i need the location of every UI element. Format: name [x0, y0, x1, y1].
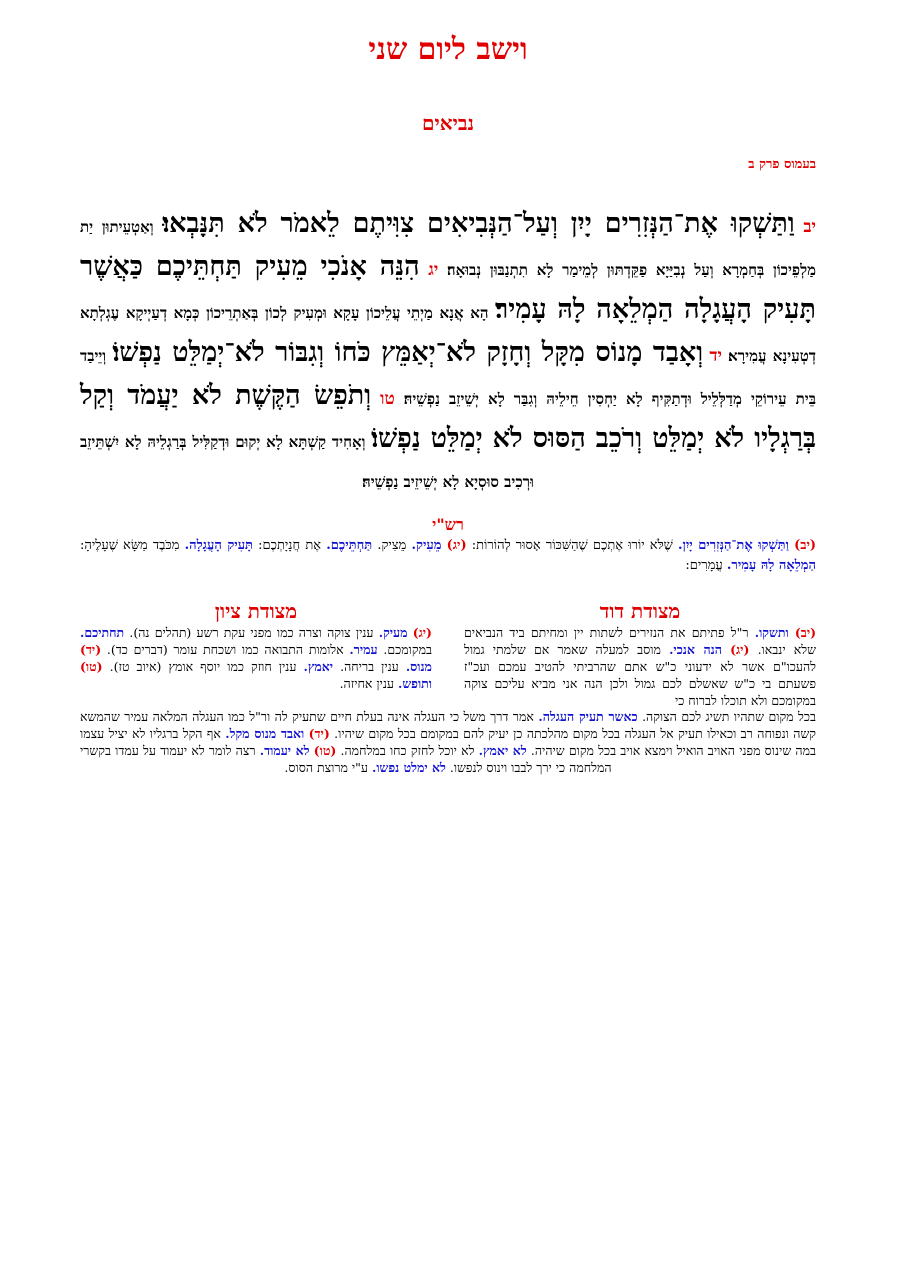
page-title: וישב ליום שני: [368, 32, 528, 67]
verse-ref: (יג): [446, 538, 467, 553]
verse-hebrew: הִנֵּה אָנֹכִי מֵעִיק תַּחְתֵּיכֶם כַּאֲשֶׁר תָּעִיק הָעֲגָלָה הַמְלֵאָה לָהּ עָמִיר׃: [80, 251, 817, 325]
verse-targum: וְיֵיבַד בֵּית עֵירוֹקֵי מְדַלְּלֵיל וּדְתַקִּיף לָא יַחְסִין חֵילֵיהּ וְגִבַּר לָא יְשֵׁיזֵב נַפְשֵׁיהּ׃: [80, 347, 816, 408]
commentary-text: בכל מקום שתהיו תשיג לכם הצוקה.: [642, 709, 816, 724]
dibbur-hamatchil: לא ימלט נפשו.: [371, 760, 446, 775]
verse-hebrew: וַתַּשְׁקוּ אֶת־הַנְּזִרִים יָיִן וְעַל־הַנְּבִיאִים צִוִּיתֶם לֵאמֹר לֹא תִּנָּבְאוּ׃: [162, 208, 795, 239]
dibbur-hamatchil: תחתיכם.: [80, 625, 125, 640]
commentary-text: ענין אחיזה.: [339, 676, 394, 691]
commentary-text: ענין בריחה.: [340, 659, 399, 674]
dibbur-hamatchil: לא יעמוד.: [259, 743, 310, 758]
dibbur-hamatchil: מנוס.: [405, 659, 432, 674]
dibbur-hamatchil: תַּחְתֵּיכֶם.: [326, 538, 373, 553]
verse-number: יג: [428, 260, 439, 280]
commentary-text: מִכֹּבֶד מַשָּׂא שֶׁעָלֶיהָ:: [80, 538, 180, 553]
dibbur-hamatchil: יאמץ.: [303, 659, 334, 674]
chapter-title: בעמוס פרק ב: [748, 157, 816, 172]
commentary-text: ענין חוזק כמו יוסף אומץ (איוב טז).: [109, 659, 297, 674]
verse-ref: (יג): [412, 625, 432, 640]
main-text: [80, 204, 816, 502]
dibbur-hamatchil: הנה אנכי.: [669, 642, 722, 657]
dibbur-hamatchil: הַמְלֵאָה לָהּ עָמִיר.: [726, 558, 816, 573]
dibbur-hamatchil: מֵעִיק.: [411, 538, 442, 553]
dibbur-hamatchil: וַתַּשְׁקוּ אֶת־הַנְּזִרִים יָיִן.: [678, 538, 789, 553]
dibbur-hamatchil: תָּעִיק הָעֲגָלָה.: [184, 538, 253, 553]
commentary-columns: [80, 598, 816, 708]
dibbur-hamatchil: לא יאמץ.: [478, 743, 527, 758]
metzudat-tzion-column: [80, 598, 432, 692]
commentary-text: במקומכם.: [383, 642, 433, 657]
verse-targum: וְאָחִיד קַשְׁתָּא לָא יְקוּם וּדְקַלִּיל בְּרַגְלֵיהּ לָא יִשְׁתֵּיזֵב וּרְכִיב סוּסְיָא לָא יְשֵׁיזֵיב נַפְשֵׁיהּ׃: [80, 433, 534, 491]
verse-number: יב: [803, 217, 816, 237]
verse-number: טו: [380, 389, 395, 409]
section-title: נביאים: [422, 111, 474, 135]
commentary-text: אֶת חֲנָיָתְכֶם:: [258, 538, 322, 553]
commentary-text: ענין צוקה וצרה כמו מפני עקת רשע (תהלים נה).: [129, 625, 374, 640]
dibbur-hamatchil: מעיק.: [378, 625, 408, 640]
commentary-text: אף הקל ברגליו לא יציל עצמו במה שינוס מפני האויב הואיל וימצא אויב בכל מקום שיהיה.: [80, 726, 816, 758]
commentary-text: אמר דרך משל כי העגלה אינה בעלת חיים שתעיק לה ור"ל כמו העגלה המלאה עמיר שהמשא קשה ונפוחה רב וכאילו תעיק אל העגלה בכל מקום מהלכתה כן יעיק להם במקומם בכל מקום שיהיו.: [80, 709, 816, 741]
verse-number: יד: [709, 346, 722, 366]
metzudat-tzion-text: [80, 624, 432, 692]
verse-ref: (יד): [308, 726, 330, 741]
rashi-commentary: [80, 536, 816, 576]
commentary-text: עֳמָרִים:: [685, 558, 723, 573]
verse-ref: (יב): [794, 538, 817, 553]
metzudat-david-continuation: [80, 708, 816, 776]
verse-ref: (טו): [313, 743, 337, 758]
dibbur-hamatchil: ואבד מנוס מקל.: [225, 726, 305, 741]
dibbur-hamatchil: ותשקו.: [754, 625, 789, 640]
verse-ref: (יג): [730, 642, 750, 657]
commentary-text: לא יוכל לחזק כחו במלחמה.: [340, 743, 475, 758]
verse-ref: (יב): [794, 625, 817, 640]
commentary-text: מֵצִיק.: [377, 538, 407, 553]
rashi-title: רש"י: [432, 515, 464, 534]
commentary-text: מוסב למעלה שאמר אם שלמתי גמול להעכו"ם אשר לא ידעוני כ"ש אתם שהרביתי להטיב עמכם ועכ"ז פשעתם בי כ"ש שאשלם לכם גמול ולכן הנה אני מביא עליכם צוקה במקומכם ולא תוכלו לברוח כי: [464, 642, 816, 708]
page: [80, 30, 816, 776]
verse-hebrew: וְאָבַד מָנוֹס מִקָּל וְחָזָק לֹא־יְאַמֵּץ כֹּחוֹ וְגִבּוֹר לֹא־יְמַלֵּט נַפְשׁוֹ׃: [112, 337, 704, 368]
verse-ref: (יד): [80, 642, 102, 657]
commentary-text: אלומות התבואה כמו ושכחת עומר (דברים כד).: [106, 642, 344, 657]
verse-targum: הָא אֲנָא מַיְתֵי עֲלֵיכוֹן עָקָא וּמְעִיק לְכוֹן בְּאַתְרֵיכוֹן כְּמָא דְעַיְיקָא עֶגְלְתָא דְטְעִינָא עֲמִירָא׃: [80, 304, 816, 365]
verse-targum: וְאַטְעֵיתוּן יַת מַלְפֵיכוֹן בְּחַמְרָא וְעַל נְבִיַּיָא פַקֵּדְתּוּן לְמֵימַר לָא תִתְנַבּוּן נְבוּאָה׃: [80, 218, 816, 279]
metzudat-david-text: [464, 624, 816, 709]
metzudat-tzion-title: מצודת ציון: [214, 599, 298, 623]
commentary-text: שֶׁלֹּא יוֹרוּ אֶתְכֶם שֶׁהַשִּׁכּוֹר אָסוּר לְהוֹרוֹת:: [471, 538, 673, 553]
dibbur-hamatchil: עמיר.: [349, 642, 378, 657]
commentary-text: רצה לומר לא יעמוד על עמדו בקשרי המלחמה כי ירך לבבו וינוס לנפשו.: [80, 743, 612, 775]
commentary-text: ע"י מרוצת הסוס.: [284, 760, 368, 775]
commentary-text: ר"ל פתיתם את הנזירים לשתות יין ומחיתם ביד הנביאים שלא ינבאו.: [464, 625, 816, 657]
dibbur-hamatchil: ותופש.: [397, 676, 432, 691]
verse-ref: (טו): [80, 659, 103, 674]
verse-hebrew: וְתֹפֵשׂ הַקֶּשֶׁת לֹא יַעֲמֹד וְקַל בְּרַגְלָיו לֹא יְמַלֵּט וְרֹכֵב הַסּוּס לֹא יְמַלֵּט נַפְשׁוֹ׃: [80, 380, 816, 454]
metzudat-david-column: [464, 598, 816, 709]
metzudat-david-title: מצודת דוד: [599, 599, 681, 623]
dibbur-hamatchil: כאשר תעיק העגלה.: [538, 709, 638, 724]
